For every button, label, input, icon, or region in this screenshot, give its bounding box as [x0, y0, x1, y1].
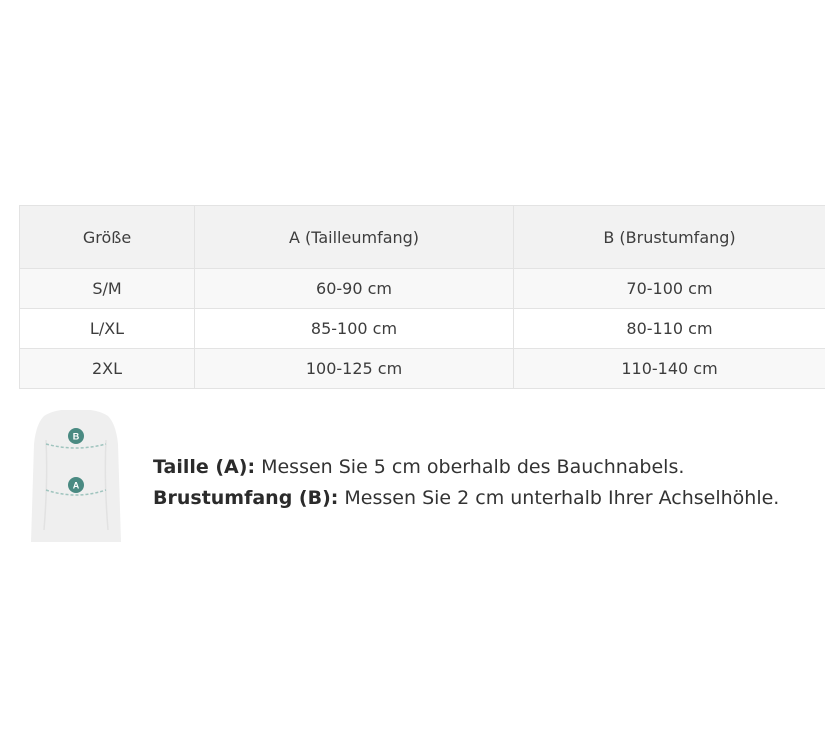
waist-instruction-text: Messen Sie 5 cm oberhalb des Bauchnabels. — [255, 456, 685, 478]
cell-size: 2XL — [20, 349, 195, 389]
cell-waist: 100-125 cm — [195, 349, 514, 389]
marker-a-label: A — [72, 480, 80, 491]
cell-waist: 60-90 cm — [195, 269, 514, 309]
cell-chest: 80-110 cm — [514, 309, 825, 349]
waist-instruction-label: Taille (A): — [153, 456, 256, 478]
header-waist: A (Tailleumfang) — [195, 206, 514, 269]
chest-instruction-label: Brustumfang (B): — [153, 487, 339, 509]
table-row — [20, 309, 825, 349]
chest-instruction-text: Messen Sie 2 cm unterhalb Ihrer Achselhöhle. — [338, 487, 780, 509]
table-row — [20, 269, 825, 309]
body-measurement-figure — [24, 410, 128, 542]
measurement-instructions — [153, 452, 779, 514]
table-row — [20, 349, 825, 389]
marker-b-label: B — [72, 431, 80, 442]
header-chest: B (Brustumfang) — [514, 206, 825, 269]
size-chart-table — [19, 205, 825, 389]
table-header-row — [20, 206, 825, 269]
cell-size: S/M — [20, 269, 195, 309]
header-size: Größe — [20, 206, 195, 269]
cell-chest: 70-100 cm — [514, 269, 825, 309]
cell-chest: 110-140 cm — [514, 349, 825, 389]
cell-waist: 85-100 cm — [195, 309, 514, 349]
cell-size: L/XL — [20, 309, 195, 349]
chest-instruction — [153, 483, 779, 514]
waist-instruction — [153, 452, 779, 483]
